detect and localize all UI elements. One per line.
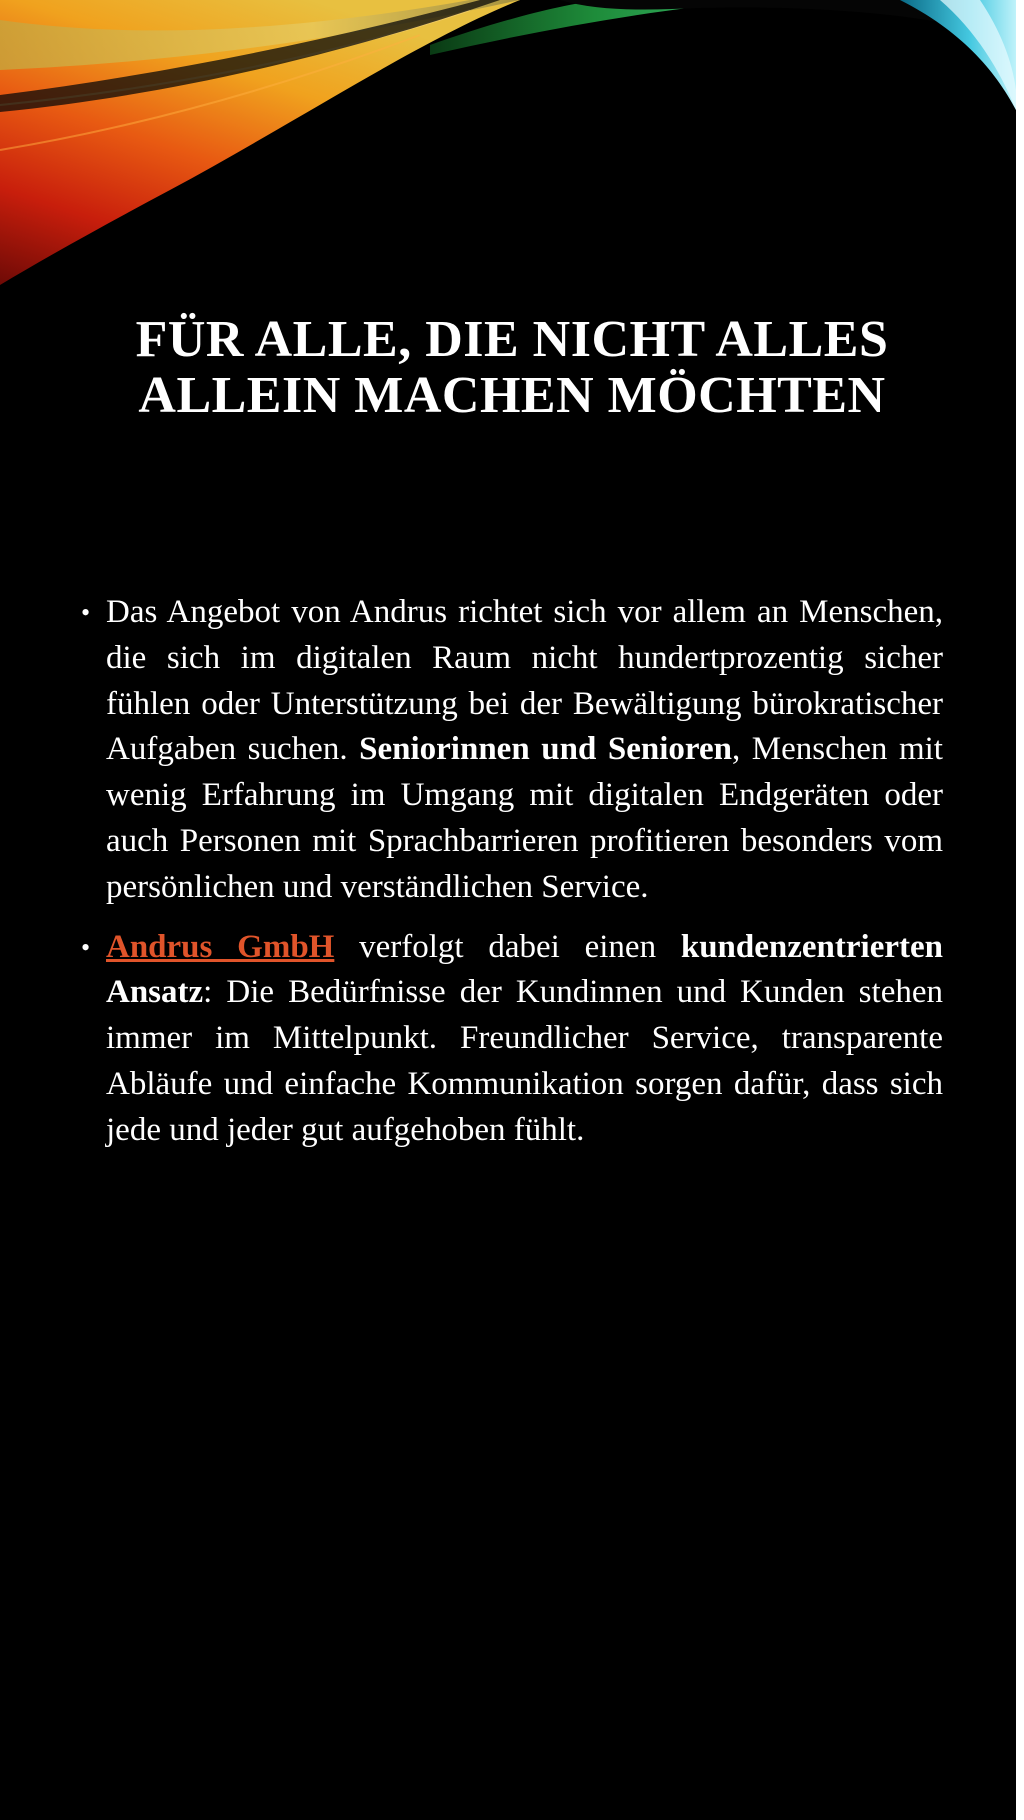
bullet-item-audience — [78, 590, 943, 911]
slide-title-line-2: ALLEIN MACHEN MÖCHTEN — [138, 367, 886, 424]
bullet-bold-text: kundenzentrierten Ansatz — [106, 928, 943, 1011]
bullet-text: , Menschen mit wenig Erfahrung im Umgang mit digitalen Endgeräten oder auch Personen mit Sprachbarrieren profitieren besonders vom persönlichen und verständlichen Service. — [106, 731, 943, 905]
bullet-text: : Die Bedürfnisse der Kundinnen und Kunden stehen immer im Mittelpunkt. Freundlicher Service, transparente Abläufe und einfache Kommunikation sorgen dafür, dass sich jede und jeder gut aufgehoben fühlt. — [106, 974, 943, 1148]
slide-title-line-1: FÜR ALLE, DIE NICHT ALLES — [135, 311, 889, 368]
andrus-gmbh-link[interactable]: Andrus GmbH — [106, 928, 335, 965]
colorful-ribbon-swoosh — [0, 0, 1024, 300]
bullet-dot-icon: • — [81, 932, 91, 962]
slide-title — [60, 312, 964, 424]
slide-right-edge — [1016, 0, 1024, 1820]
bullet-text: Das Angebot von Andrus richtet sich vor allem an Menschen, die sich im digitalen Raum nicht hundertprozentig sicher fühlen oder Unterstützung bei der Bewältigung bürokratischer Aufgaben suchen. — [106, 594, 943, 768]
bullet-list — [78, 590, 943, 1168]
bullet-text: verfolgt dabei einen — [334, 928, 681, 965]
bullet-dot-icon: • — [81, 598, 91, 627]
bullet-item-approach — [78, 925, 943, 1154]
bullet-bold-text: Seniorinnen und Senioren — [359, 731, 732, 768]
